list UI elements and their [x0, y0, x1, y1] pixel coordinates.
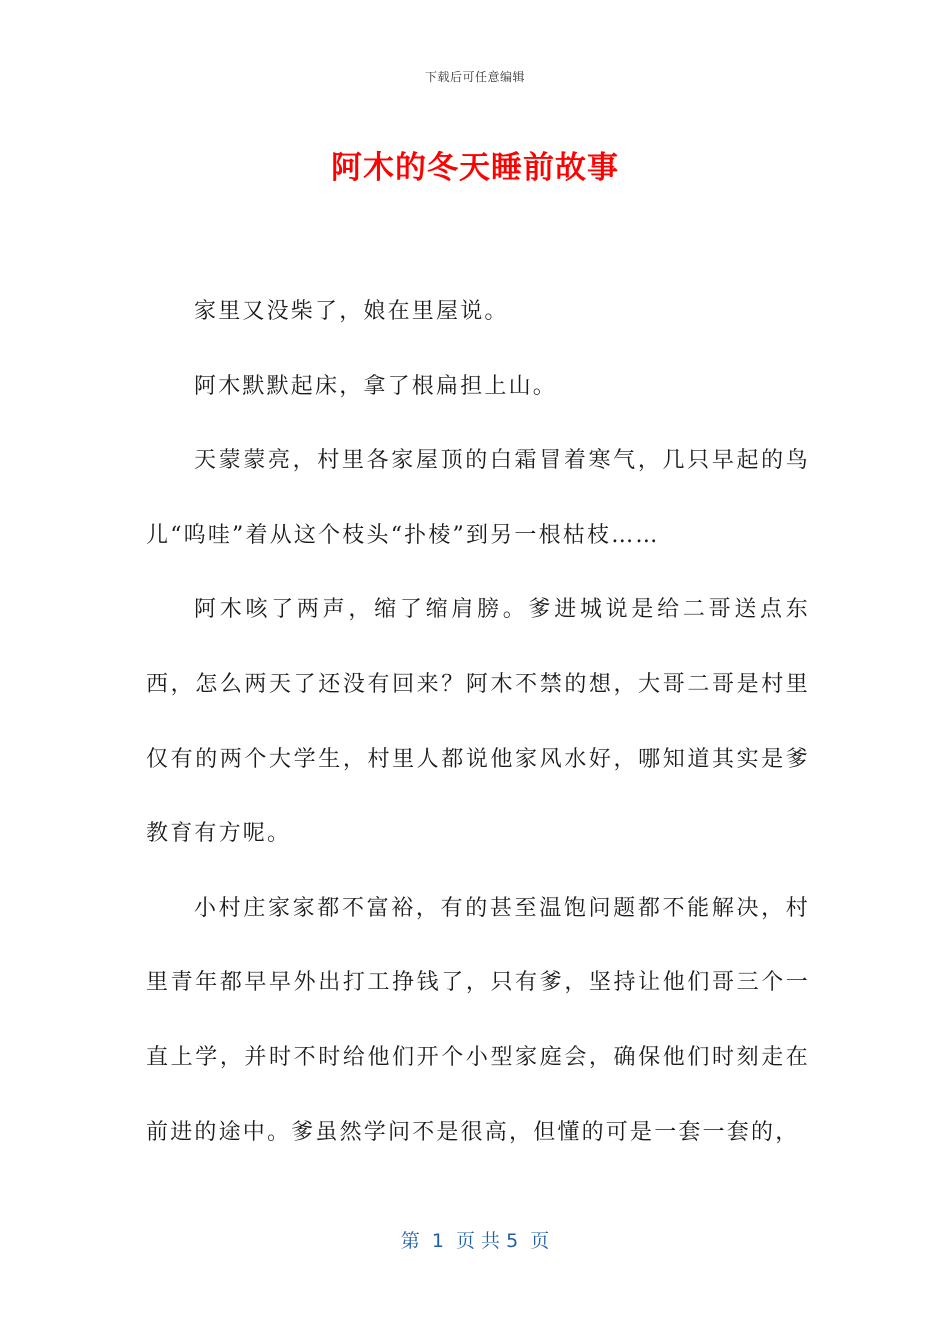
document-title: 阿木的冬天睡前故事	[331, 150, 619, 186]
paragraph: 家里又没柴了，娘在里屋说。	[194, 299, 509, 324]
document-body	[146, 275, 810, 1170]
paragraph: 阿木默默起床，拿了根扁担上山。	[194, 373, 558, 399]
paragraph: 小村庄家家都不富裕，有的甚至温饱问题都不能解决，村里青年都早早外出打工挣钱了，只有爹，坚持让他们哥三个一直上学，并时不时给他们开个小型家庭会，确保他们时刻走在前进的途中。爹虽然学问不是很高，但懂的可是一套一套的，	[146, 895, 810, 1145]
page-number-footer: 第 1 页 共 5 页	[400, 1230, 550, 1252]
header-note: 下载后可任意编辑	[424, 70, 525, 84]
paragraph: 天蒙蒙亮，村里各家屋顶的白霜冒着寒气，几只早起的鸟儿“呜哇”着从这个枝头“扑棱”到另一根枯枝……	[146, 448, 810, 548]
paragraph: 阿木咳了两声，缩了缩肩膀。爹进城说是给二哥送点东西，怎么两天了还没有回来？阿木不禁的想，大哥二哥是村里仅有的两个大学生，村里人都说他家风水好，哪知道其实是爹教育有方呢。	[146, 597, 810, 847]
